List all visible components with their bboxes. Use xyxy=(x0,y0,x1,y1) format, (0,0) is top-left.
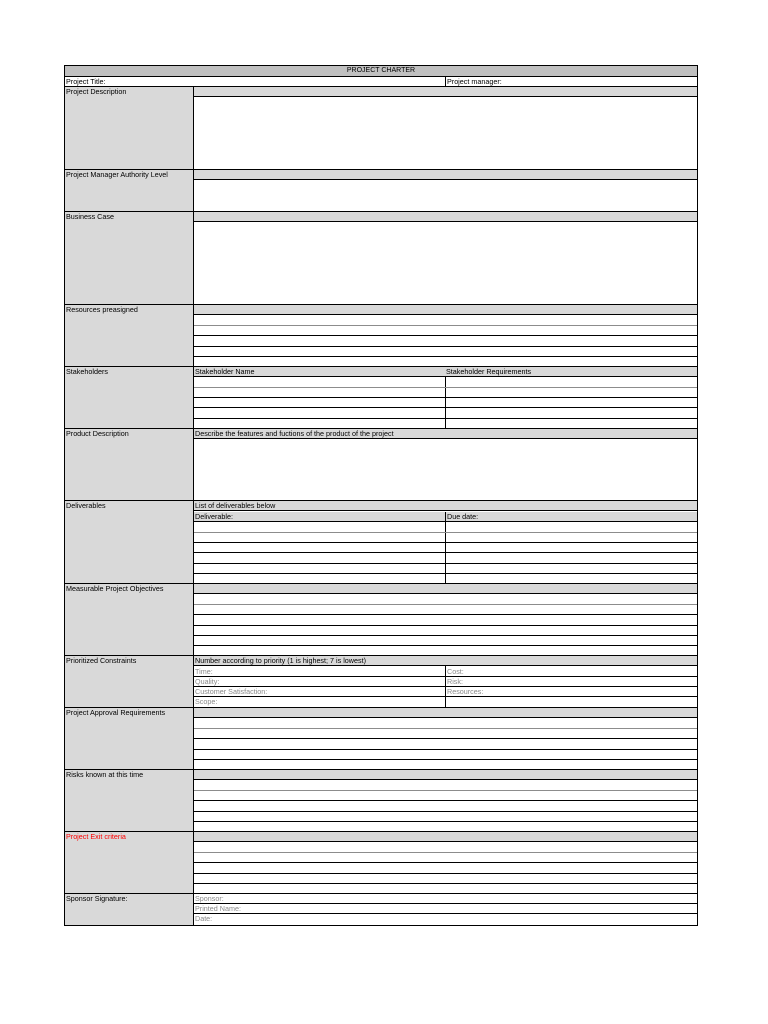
objectives-header xyxy=(194,584,697,594)
label-objectives: Measurable Project Objectives xyxy=(65,584,194,656)
exit-criteria-input[interactable] xyxy=(194,842,697,893)
product-description-input[interactable] xyxy=(194,439,697,500)
business-case-header xyxy=(194,212,697,222)
due-date-input[interactable] xyxy=(446,522,697,583)
printed-name-field[interactable]: Printed Name: xyxy=(194,904,697,914)
form-title: PROJECT CHARTER xyxy=(65,66,697,77)
project-charter-form xyxy=(64,65,698,926)
label-approval: Project Approval Requirements xyxy=(65,708,194,770)
label-stakeholders: Stakeholders xyxy=(65,367,194,429)
label-pm-authority: Project Manager Authority Level xyxy=(65,170,194,212)
constraint-time-field[interactable]: Time: xyxy=(194,667,445,677)
label-business-case: Business Case xyxy=(65,212,194,305)
project-manager-field[interactable]: Project manager: xyxy=(445,77,697,87)
risks-header xyxy=(194,770,697,780)
approval-input[interactable] xyxy=(194,718,697,769)
risks-input[interactable] xyxy=(194,780,697,831)
project-description-header xyxy=(194,87,697,97)
due-date-header: Due date: xyxy=(445,512,697,522)
constraint-quality-field[interactable]: Quality: xyxy=(194,677,445,687)
stakeholder-name-input[interactable] xyxy=(194,377,445,428)
sponsor-field[interactable]: Sponsor: xyxy=(194,894,697,904)
constraint-cost-field[interactable]: Cost: xyxy=(446,667,697,677)
resources-header xyxy=(194,305,697,315)
deliverables-hint: List of deliverables below xyxy=(194,501,697,511)
project-description-input[interactable] xyxy=(194,97,697,169)
constraint-scope-field[interactable]: Scope: xyxy=(195,697,218,706)
constraint-customer-satisfaction-field[interactable]: Customer Satisfaction: xyxy=(194,687,445,697)
constraint-resources-field[interactable]: Resources: xyxy=(446,687,697,697)
constraints-hint: Number according to priority (1 is highest; 7 is lowest) xyxy=(194,656,697,666)
objectives-input[interactable] xyxy=(194,594,697,655)
resources-input[interactable] xyxy=(194,315,697,366)
project-title-field[interactable]: Project Title: xyxy=(65,77,445,87)
label-risks: Risks known at this time xyxy=(65,770,194,832)
exit-criteria-header xyxy=(194,832,697,842)
label-project-description: Project Description xyxy=(65,87,194,170)
label-sponsor-signature: Sponsor Signature: xyxy=(65,894,194,925)
pm-authority-header xyxy=(194,170,697,180)
date-field[interactable]: Date: xyxy=(195,914,213,923)
stakeholder-requirements-header: Stakeholder Requirements xyxy=(446,367,532,376)
deliverable-header: Deliverable: xyxy=(194,512,445,522)
approval-header xyxy=(194,708,697,718)
stakeholder-requirements-input[interactable] xyxy=(446,377,697,428)
label-resources: Resources preasigned xyxy=(65,305,194,367)
label-deliverables: Deliverables xyxy=(65,501,194,584)
constraint-risk-field[interactable]: Risk: xyxy=(446,677,697,687)
product-description-hint: Describe the features and fuctions of the product of the project xyxy=(195,429,394,438)
pm-authority-input[interactable] xyxy=(194,180,697,211)
business-case-input[interactable] xyxy=(194,222,697,304)
constraint-empty-field[interactable] xyxy=(446,697,697,707)
deliverable-input[interactable] xyxy=(194,522,445,583)
label-constraints: Prioritized Constraints xyxy=(65,656,194,708)
label-product-description: Product Description xyxy=(65,429,194,501)
stakeholder-name-header: Stakeholder Name xyxy=(195,367,255,376)
label-exit-criteria: Project Exit criteria xyxy=(65,832,194,894)
